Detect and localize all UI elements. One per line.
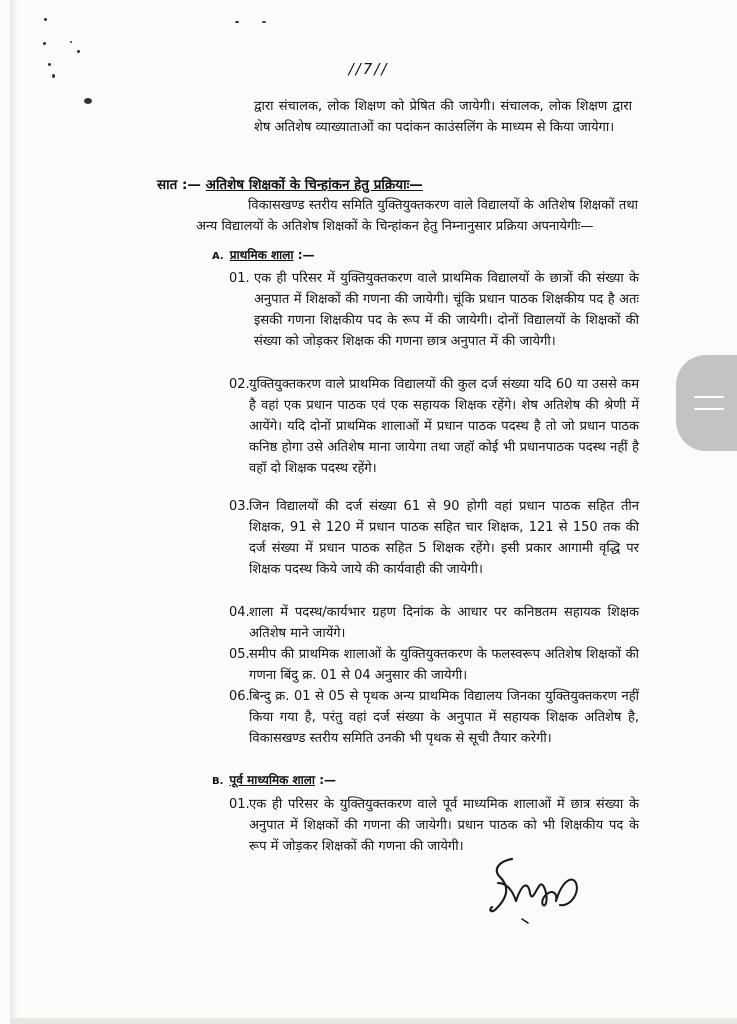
list-item (229, 268, 639, 352)
scan-speck (262, 21, 266, 23)
list-item (229, 794, 639, 857)
section-a-letter: A. (212, 251, 224, 262)
page-edge-shadow (10, 0, 18, 1024)
page-bottom-edge (10, 1018, 737, 1024)
scan-speck (70, 41, 72, 43)
item-number: 03. (229, 499, 250, 514)
item-number: 06. (229, 689, 250, 704)
item-text: समीप की प्राथमिक शालाओं के युक्तियुक्तकरण के फलस्वरूप अतिशेष शिक्षकों की गणना बिंदु क्र. 01 से 04 अनुसार की जायेगी। (249, 647, 639, 683)
section-seven-prefix: सात :— (157, 177, 201, 193)
list-item (229, 602, 639, 644)
section-b-letter: B. (212, 776, 224, 787)
item-number: 04. (229, 605, 250, 620)
section-seven-intro: विकासखण्ड स्तरीय समिति युक्तियुक्तकरण वाले विद्यालयों के अतिशेष शिक्षकों तथा अन्य विद्यालयों के अतिशेष शिक्षकों के चिन्हांकन हेतु निम्नानुसार प्रक्रिया अपनायेगीः— (196, 198, 638, 234)
section-b-name: पूर्व माध्यमिक शाला (229, 773, 316, 787)
scan-speck (43, 42, 46, 45)
list-item (229, 374, 639, 479)
page-number: //7// (348, 60, 389, 78)
section-b-heading (212, 771, 336, 788)
item-number: 02. (229, 377, 250, 392)
item-number: 01. (229, 797, 250, 812)
section-a-suffix: :— (293, 248, 315, 262)
item-text: जिन विद्यालयों की दर्ज संख्या 61 से 90 होगी वहां प्रधान पाठक सहित तीन शिक्षक, 91 से 120 में प्रधान पाठक सहित चार शिक्षक, 121 से 150 तक की दर्ज संख्या में प्रधान पाठक सहित 5 शिक्षक रहेंगे। इसी प्रकार आगामी वृद्धि पर शिक्षक पदस्थ किये जाये की कार्यवाही की जायेगी। (249, 499, 639, 577)
list-item (229, 686, 639, 749)
item-text: बिन्दु क्र. 01 से 05 से पृथक अन्य प्राथमिक विद्यालय जिनका युक्तियुक्तकरण नहीं किया गया है, परंतु वहां दर्ज संख्या के अनुपात में सहायक शिक्षक अतिशेष है, विकासखण्ड स्तरीय समिति उनकी भी पृथक से सूची तैयार करेगी। (249, 689, 639, 746)
section-b-suffix: :— (315, 773, 337, 787)
item-number: 05. (229, 647, 250, 662)
signature (486, 853, 582, 925)
scan-speck (77, 50, 80, 53)
item-text: युक्तियुक्तकरण वाले प्राथमिक विद्यालयों की कुल दर्ज संख्या यदि 60 या उससे कम है वहां एक प्रधान पाठक एवं एक सहायक शिक्षक रहेंगे। शेष अतिशेष की श्रेणी में आयेंगे। यदि दोनों प्राथमिक शालाओं में प्रधान पाठक पदस्थ है तो जो प्रधान पाठक कनिष्ठ होगा उसे अतिशेष माना जायेगा तथा जहॉ कोई भी प्रधानपाठक पदस्थ नहीं है वहॉ दो शिक्षक पदस्थ रहेंगे। (249, 377, 639, 476)
item-text: शाला में पदस्थ/कार्यभार ग्रहण दिनांक के आधार पर कनिष्ठतम सहायक शिक्षक अतिशेष माने जायेंगे। (249, 605, 639, 641)
section-seven-heading (157, 175, 577, 193)
item-text: एक ही परिसर के युक्तियुक्तकरण वाले पूर्व माध्यमिक शालाओं में छात्र संख्या के अनुपात में शिक्षकों की गणना की जायेगी। प्रधान पाठक को भी शिक्षकीय पद के रूप में जोड़कर शिक्षकों की गणना की जायेगी। (249, 797, 639, 854)
section-seven-title: अतिशेष शिक्षकों के चिन्हांकन हेतु प्रक्रियाः— (205, 177, 423, 193)
scan-speck (235, 21, 239, 23)
list-item (229, 644, 639, 686)
intro-paragraph: द्वारा संचालक, लोक शिक्षण को प्रेषित की जायेगी। संचालक, लोक शिक्षण द्वारा शेष अतिशेष व्याख्याताओं का पदांकन काउंसलिंग के माध्यम से किया जायेगा। (254, 99, 632, 135)
scan-speck (44, 18, 47, 21)
section-a-heading (212, 246, 315, 263)
list-item (229, 496, 639, 580)
item-number: 01. (229, 271, 250, 286)
scan-speck (84, 98, 92, 104)
section-a-name: प्राथमिक शाला (229, 248, 294, 262)
item-text: एक ही परिसर में युक्तियुक्तकरण वाले प्राथमिक विद्यालयों के छात्रों की संख्या के अनुपात में शिक्षकों की गणना की जायेगी। चूंकि प्रधान पाठक शिक्षकीय पद है अतः इसकी गणना शिक्षकीय पद के रूप में की जायेगी। दोनों विद्यालयों के शिक्षकों की संख्या को जोड़कर शिक्षक की गणना छात्र अनुपात में की जायेगी। (254, 271, 639, 349)
scroll-handle[interactable] (676, 355, 737, 451)
